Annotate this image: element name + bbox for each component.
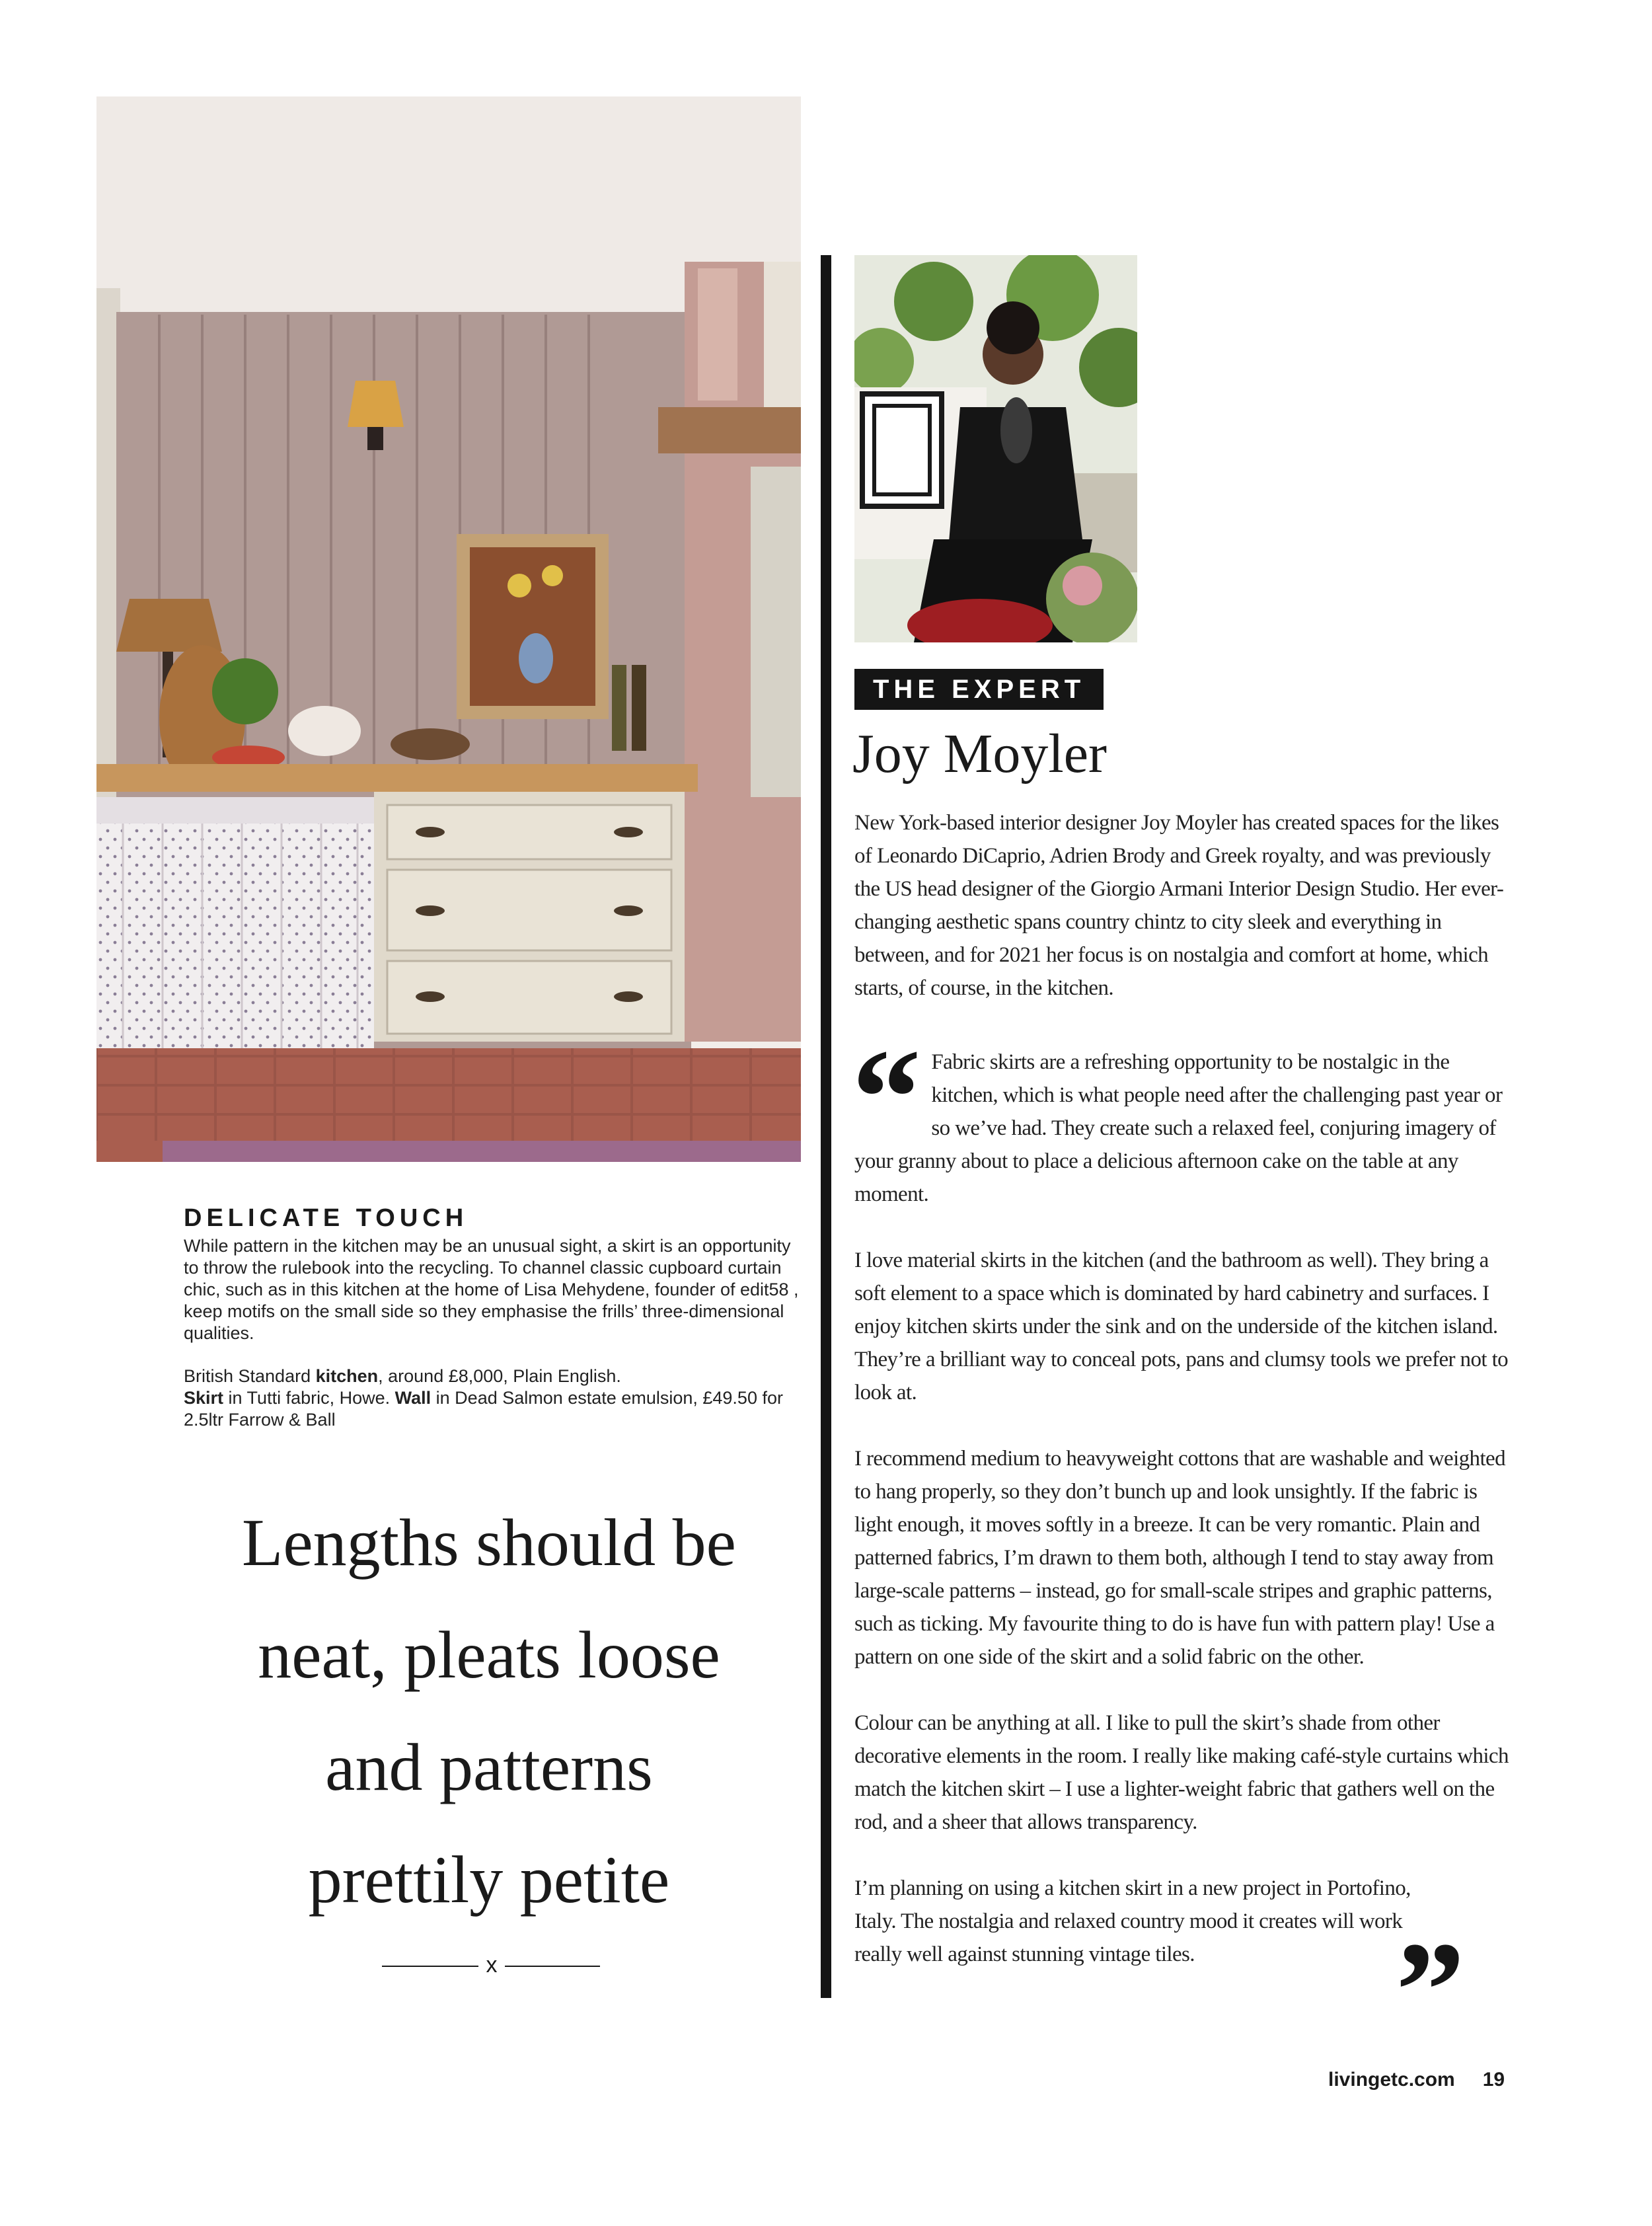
article-paragraph: I love material skirts in the kitchen (and the bathroom as well). They bring a soft element to a space which is dominated by hard cabinetry and surfaces. I enjoy kitchen skirts under the sink and on the underside of the kitchen island. They’re a brilliant way to conceal pots, pans and clumsy tools we prefer not to look at. — [854, 1248, 1509, 1404]
pull-quote-line: Lengths should be — [242, 1506, 736, 1580]
article-paragraph — [852, 1021, 1519, 1211]
expert-tag: THE EXPERT — [854, 669, 1104, 710]
expert-portrait — [854, 255, 1137, 642]
credit-kitchen-post: , around £8,000, Plain English. — [378, 1366, 621, 1386]
caption-credits — [184, 1365, 805, 1431]
credit-skirt-label: Skirt — [184, 1388, 224, 1408]
article-paragraph-text: Fabric skirts are a refreshing opportunity to be nostalgic in the kitchen, which is what people need after the challenging past year or so we’ve had. They create such a relaxed feel, conjuring imagery of your granny about to place a delicious afternoon cake on the table at any moment. — [854, 1050, 1503, 1206]
expert-name: Joy Moyler — [852, 723, 1107, 785]
article-body — [854, 806, 1519, 1971]
credit-kitchen-label: kitchen — [315, 1366, 379, 1386]
credit-wall-label: Wall — [394, 1388, 432, 1408]
article-paragraph: Colour can be anything at all. I like to pull the skirt’s shade from other decorative elements in the room. I really like making café-style curtains which match the kitchen skirt – I use a lighter-weight fabric that gathers well on the rod, and a sheer that allows transparency. — [854, 1711, 1509, 1834]
photo-caption — [184, 1204, 805, 1431]
pull-quote-line: prettily petite — [308, 1843, 670, 1917]
article-paragraph: I recommend medium to heavyweight cottons that are washable and weighted to hang properly, so they don’t bunch up and look unsightly. If the fabric is light enough, it moves softly in a breeze. It can be very romantic. Plain and patterned fabrics, I’m drawn to them both, although I tend to stay away from large-scale patterns – instead, go for small-scale stripes and graphic patterns, such as ticking. My favourite thing to do is have fun with pattern play! Use a pattern on one side of the skirt and a solid fabric on the other. — [854, 1447, 1505, 1669]
pull-quote — [145, 1487, 833, 1937]
kitchen-photo — [96, 96, 801, 1162]
pull-quote-ornament: x — [478, 1952, 505, 1978]
page-number: 19 — [1482, 2069, 1505, 2091]
article-intro: New York-based interior designer Joy Moyler has created spaces for the likes of Leonardo DiCaprio, Adrien Brody and Greek royalty, and was previously the US head designer of the Giorgio Armani Interior Design Studio. Her ever-changing aesthetic spans country chintz to city sleek and everything in between, and for 2021 her focus is on nostalgia and comfort at home, which starts, of course, in the kitchen. — [854, 811, 1504, 1000]
close-quote-mark: ” — [1396, 1914, 1465, 2067]
credit-skirt-text: in Tutti fabric, Howe. — [223, 1388, 395, 1408]
pull-quote-line: neat, pleats loose — [258, 1618, 720, 1693]
article-paragraph: I’m planning on using a kitchen skirt in a new project in Portofino, Italy. The nostalgia and relaxed country mood it creates will work really well against stunning vintage tiles. — [854, 1876, 1411, 1966]
credit-wall-text: in Dead Salmon estate emulsion, £49.50 for 2.5ltr Farrow & Ball — [184, 1388, 783, 1430]
credit-kitchen-pre: British Standard — [184, 1366, 316, 1386]
page-footer — [1328, 2069, 1505, 2091]
pull-quote-line: and patterns — [325, 1730, 653, 1805]
column-divider-bar — [821, 255, 831, 1998]
open-quote-mark: “ — [852, 1021, 921, 1174]
footer-site: livingetc.com — [1328, 2069, 1455, 2091]
caption-kicker: DELICATE TOUCH — [184, 1204, 469, 1232]
caption-text: While pattern in the kitchen may be an unusual sight, a skirt is an opportunity to throw the rulebook into the recycling. To channel classic cupboard curtain chic, such as in this kitchen at the home of Lisa Mehydene, founder of edit58 , keep motifs on the small side so they emphasise the frills’ three-dimensional qualities. — [184, 1236, 799, 1343]
